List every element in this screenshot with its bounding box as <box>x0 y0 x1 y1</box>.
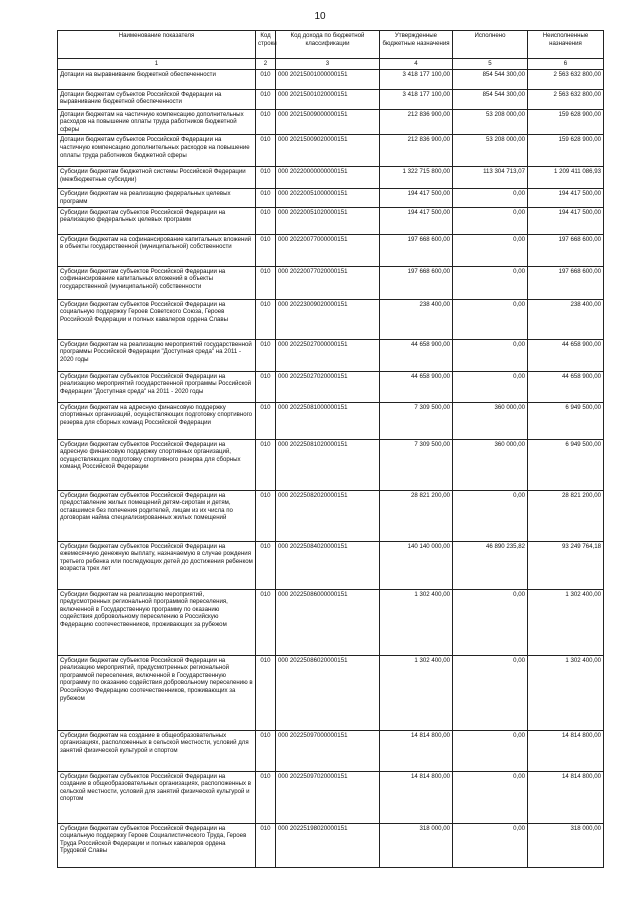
row-remaining-amount: 197 668 600,00 <box>528 234 604 266</box>
row-line-code: 010 <box>256 439 276 490</box>
row-line-code: 010 <box>256 589 276 655</box>
row-approved-amount: 28 821 200,00 <box>380 490 453 541</box>
row-indicator-name: Субсидии бюджетам субъектов Российской Федерации на ежемесячную денежную выплату, назначаемую в случае рождения третьего ребенка или последующих детей до достижения ребенком возраста трех лет <box>58 541 256 589</box>
header-line-code: Код строки <box>256 31 276 59</box>
row-remaining-amount: 159 628 900,00 <box>528 135 604 167</box>
table-row <box>58 189 604 207</box>
row-executed-amount: 854 544 300,00 <box>453 89 528 109</box>
budget-execution-table <box>57 30 604 868</box>
row-line-code: 010 <box>256 69 276 89</box>
row-income-code: 000 20220051020000151 <box>276 207 380 234</box>
row-executed-amount: 0,00 <box>453 371 528 402</box>
row-executed-amount: 53 208 000,00 <box>453 135 528 167</box>
row-indicator-name: Субсидии бюджетам на реализацию федеральных целевых программ <box>58 189 256 207</box>
row-approved-amount: 1 322 715 800,00 <box>380 167 453 189</box>
row-income-code: 000 20225086020000151 <box>276 655 380 730</box>
row-remaining-amount: 93 249 764,18 <box>528 541 604 589</box>
row-remaining-amount: 194 417 500,00 <box>528 189 604 207</box>
row-approved-amount: 318 000,00 <box>380 823 453 867</box>
row-approved-amount: 14 814 800,00 <box>380 771 453 823</box>
row-executed-amount: 113 304 713,07 <box>453 167 528 189</box>
header-executed: Исполнено <box>453 31 528 59</box>
row-executed-amount: 0,00 <box>453 234 528 266</box>
header-indicator-name: Наименование показателя <box>58 31 256 59</box>
row-indicator-name: Субсидии бюджетам субъектов Российской Федерации на реализацию мероприятий государственной программы Российской Федерации "Доступная среда" на 2011 - 2020 годы <box>58 371 256 402</box>
table-row <box>58 109 604 135</box>
row-income-code: 000 20220000000000151 <box>276 167 380 189</box>
row-approved-amount: 140 140 000,00 <box>380 541 453 589</box>
table-row <box>58 541 604 589</box>
row-remaining-amount: 1 209 411 086,93 <box>528 167 604 189</box>
row-executed-amount: 0,00 <box>453 207 528 234</box>
row-executed-amount: 0,00 <box>453 189 528 207</box>
table-row <box>58 490 604 541</box>
row-income-code: 000 20225198020000151 <box>276 823 380 867</box>
row-line-code: 010 <box>256 299 276 339</box>
row-income-code: 000 20225027020000151 <box>276 371 380 402</box>
row-line-code: 010 <box>256 109 276 135</box>
table-row <box>58 266 604 299</box>
row-remaining-amount: 318 000,00 <box>528 823 604 867</box>
row-indicator-name: Субсидии бюджетам субъектов Российской Федерации на социальную поддержку Героев Социалистического Труда, Героев Труда Российской Федерации и полных кавалеров ордена Трудовой Славы <box>58 823 256 867</box>
row-approved-amount: 1 302 400,00 <box>380 655 453 730</box>
table-row <box>58 371 604 402</box>
row-income-code: 000 20225081000000151 <box>276 402 380 439</box>
row-income-code: 000 20215009020000151 <box>276 135 380 167</box>
header-approved: Утвержденные бюджетные назначения <box>380 31 453 59</box>
row-indicator-name: Дотации на выравнивание бюджетной обеспеченности <box>58 69 256 89</box>
row-approved-amount: 14 814 800,00 <box>380 730 453 771</box>
column-index: 2 <box>256 59 276 70</box>
row-indicator-name: Субсидии бюджетам бюджетной системы Российской Федерации (межбюджетные субсидии) <box>58 167 256 189</box>
row-approved-amount: 194 417 500,00 <box>380 189 453 207</box>
row-executed-amount: 53 208 000,00 <box>453 109 528 135</box>
row-remaining-amount: 6 949 500,00 <box>528 439 604 490</box>
table-header-row <box>58 31 604 59</box>
table-row <box>58 339 604 371</box>
row-executed-amount: 0,00 <box>453 266 528 299</box>
row-executed-amount: 0,00 <box>453 299 528 339</box>
table-row <box>58 207 604 234</box>
row-indicator-name: Субсидии бюджетам субъектов Российской Федерации на предоставление жилых помещений детям-сиротам и детям, оставшимся без попечения родителей, лицам из их числа по договорам найма специализированных жилых помещений <box>58 490 256 541</box>
row-income-code: 000 20215001020000151 <box>276 89 380 109</box>
row-income-code: 000 20225082020000151 <box>276 490 380 541</box>
row-approved-amount: 212 836 900,00 <box>380 135 453 167</box>
row-executed-amount: 0,00 <box>453 655 528 730</box>
table-row <box>58 771 604 823</box>
row-executed-amount: 854 544 300,00 <box>453 69 528 89</box>
row-line-code: 010 <box>256 730 276 771</box>
row-executed-amount: 0,00 <box>453 589 528 655</box>
row-remaining-amount: 197 668 600,00 <box>528 266 604 299</box>
row-income-code: 000 20225086000000151 <box>276 589 380 655</box>
row-line-code: 010 <box>256 207 276 234</box>
row-approved-amount: 238 400,00 <box>380 299 453 339</box>
row-approved-amount: 3 418 177 100,00 <box>380 89 453 109</box>
row-income-code: 000 20220077000000151 <box>276 234 380 266</box>
row-remaining-amount: 2 563 632 800,00 <box>528 69 604 89</box>
row-remaining-amount: 1 302 400,00 <box>528 589 604 655</box>
table-row <box>58 655 604 730</box>
column-index: 3 <box>276 59 380 70</box>
row-income-code: 000 20225097000000151 <box>276 730 380 771</box>
row-indicator-name: Субсидии бюджетам субъектов Российской Федерации на реализацию федеральных целевых программ <box>58 207 256 234</box>
row-executed-amount: 46 890 235,82 <box>453 541 528 589</box>
row-remaining-amount: 28 821 200,00 <box>528 490 604 541</box>
row-remaining-amount: 194 417 500,00 <box>528 207 604 234</box>
column-index: 5 <box>453 59 528 70</box>
row-remaining-amount: 1 302 400,00 <box>528 655 604 730</box>
row-approved-amount: 194 417 500,00 <box>380 207 453 234</box>
row-indicator-name: Субсидии бюджетам субъектов Российской Федерации на социальную поддержку Героев Советского Союза, Героев Российской Федерации и полных кавалеров ордена Славы <box>58 299 256 339</box>
row-income-code: 000 20225081020000151 <box>276 439 380 490</box>
row-line-code: 010 <box>256 402 276 439</box>
row-approved-amount: 7 309 500,00 <box>380 439 453 490</box>
row-approved-amount: 44 658 900,00 <box>380 371 453 402</box>
row-indicator-name: Субсидии бюджетам на адресную финансовую поддержку спортивных организаций, осуществляющих подготовку спортивного резерва для сборных команд Российской Федерации <box>58 402 256 439</box>
header-remaining: Неисполненные назначения <box>528 31 604 59</box>
table-row <box>58 402 604 439</box>
row-approved-amount: 7 309 500,00 <box>380 402 453 439</box>
row-indicator-name: Субсидии бюджетам субъектов Российской Федерации на адресную финансовую поддержку спортивных организаций, осуществляющих подготовку спортивного резерва для сборных команд Российской Федерации <box>58 439 256 490</box>
table-row <box>58 589 604 655</box>
row-remaining-amount: 238 400,00 <box>528 299 604 339</box>
row-income-code: 000 20223009020000151 <box>276 299 380 339</box>
row-line-code: 010 <box>256 189 276 207</box>
row-line-code: 010 <box>256 89 276 109</box>
column-index: 1 <box>58 59 256 70</box>
row-line-code: 010 <box>256 541 276 589</box>
row-line-code: 010 <box>256 339 276 371</box>
row-indicator-name: Субсидии бюджетам субъектов Российской Федерации на реализацию мероприятий, предусмотренных региональной программой переселения, включенной в Государственную программу по оказанию содействия добровольному переселению в Российскую Федерацию соотечественников, проживающих за рубежом <box>58 655 256 730</box>
row-income-code: 000 20225097020000151 <box>276 771 380 823</box>
row-remaining-amount: 14 814 800,00 <box>528 771 604 823</box>
row-approved-amount: 44 658 900,00 <box>380 339 453 371</box>
row-line-code: 010 <box>256 490 276 541</box>
row-indicator-name: Дотации бюджетам субъектов Российской Федерации на частичную компенсацию дополнительных расходов на повышение оплаты труда работников бюджетной сферы <box>58 135 256 167</box>
table-row <box>58 69 604 89</box>
row-income-code: 000 20225027000000151 <box>276 339 380 371</box>
row-indicator-name: Субсидии бюджетам субъектов Российской Федерации на создание в общеобразовательных организациях, расположенных в сельской местности, условий для занятий физической культурой и спортом <box>58 771 256 823</box>
row-indicator-name: Субсидии бюджетам на софинансирование капитальных вложений в объекты государственной (муниципальной) собственности <box>58 234 256 266</box>
row-income-code: 000 20215001000000151 <box>276 69 380 89</box>
row-line-code: 010 <box>256 655 276 730</box>
row-approved-amount: 197 668 600,00 <box>380 266 453 299</box>
row-executed-amount: 360 000,00 <box>453 402 528 439</box>
row-remaining-amount: 44 658 900,00 <box>528 339 604 371</box>
row-approved-amount: 3 418 177 100,00 <box>380 69 453 89</box>
row-executed-amount: 0,00 <box>453 490 528 541</box>
header-income-code: Код дохода по бюджетной классификации <box>276 31 380 59</box>
row-approved-amount: 1 302 400,00 <box>380 589 453 655</box>
row-line-code: 010 <box>256 771 276 823</box>
row-income-code: 000 20215009000000151 <box>276 109 380 135</box>
row-executed-amount: 0,00 <box>453 823 528 867</box>
row-indicator-name: Дотации бюджетам субъектов Российской Федерации на выравнивание бюджетной обеспеченности <box>58 89 256 109</box>
table-row <box>58 823 604 867</box>
row-indicator-name: Дотации бюджетам на частичную компенсацию дополнительных расходов на повышение оплаты труда работников бюджетной сферы <box>58 109 256 135</box>
row-remaining-amount: 44 658 900,00 <box>528 371 604 402</box>
row-indicator-name: Субсидии бюджетам субъектов Российской Федерации на софинансирование капитальных вложений в объекты государственной (муниципальной) собственности <box>58 266 256 299</box>
row-line-code: 010 <box>256 823 276 867</box>
row-remaining-amount: 6 949 500,00 <box>528 402 604 439</box>
table-row <box>58 135 604 167</box>
row-approved-amount: 212 836 900,00 <box>380 109 453 135</box>
table-row <box>58 234 604 266</box>
row-approved-amount: 197 668 600,00 <box>380 234 453 266</box>
row-remaining-amount: 14 814 800,00 <box>528 730 604 771</box>
table-row <box>58 730 604 771</box>
column-index-row <box>58 59 604 70</box>
row-income-code: 000 20220051000000151 <box>276 189 380 207</box>
row-indicator-name: Субсидии бюджетам на создание в общеобразовательных организациях, расположенных в сельской местности, условий для занятий физической культурой и спортом <box>58 730 256 771</box>
row-indicator-name: Субсидии бюджетам на реализацию мероприятий государственной программы Российской Федерации "Доступная среда" на 2011 - 2020 годы <box>58 339 256 371</box>
row-line-code: 010 <box>256 234 276 266</box>
row-line-code: 010 <box>256 135 276 167</box>
table-row <box>58 167 604 189</box>
row-executed-amount: 360 000,00 <box>453 439 528 490</box>
row-remaining-amount: 2 563 632 800,00 <box>528 89 604 109</box>
page-number: 10 <box>314 11 326 22</box>
column-index: 6 <box>528 59 604 70</box>
row-executed-amount: 0,00 <box>453 730 528 771</box>
column-index: 4 <box>380 59 453 70</box>
table-body <box>58 69 604 867</box>
table-row <box>58 439 604 490</box>
row-remaining-amount: 159 628 900,00 <box>528 109 604 135</box>
row-line-code: 010 <box>256 266 276 299</box>
row-income-code: 000 20225084020000151 <box>276 541 380 589</box>
row-executed-amount: 0,00 <box>453 339 528 371</box>
table-row <box>58 299 604 339</box>
row-executed-amount: 0,00 <box>453 771 528 823</box>
row-indicator-name: Субсидии бюджетам на реализацию мероприятий, предусмотренных региональной программой переселения, включенной в Государственную программу по оказанию содействия добровольному переселению в Российскую Федерацию соотечественников, проживающих за рубежом <box>58 589 256 655</box>
row-line-code: 010 <box>256 371 276 402</box>
row-income-code: 000 20220077020000151 <box>276 266 380 299</box>
table-row <box>58 89 604 109</box>
row-line-code: 010 <box>256 167 276 189</box>
